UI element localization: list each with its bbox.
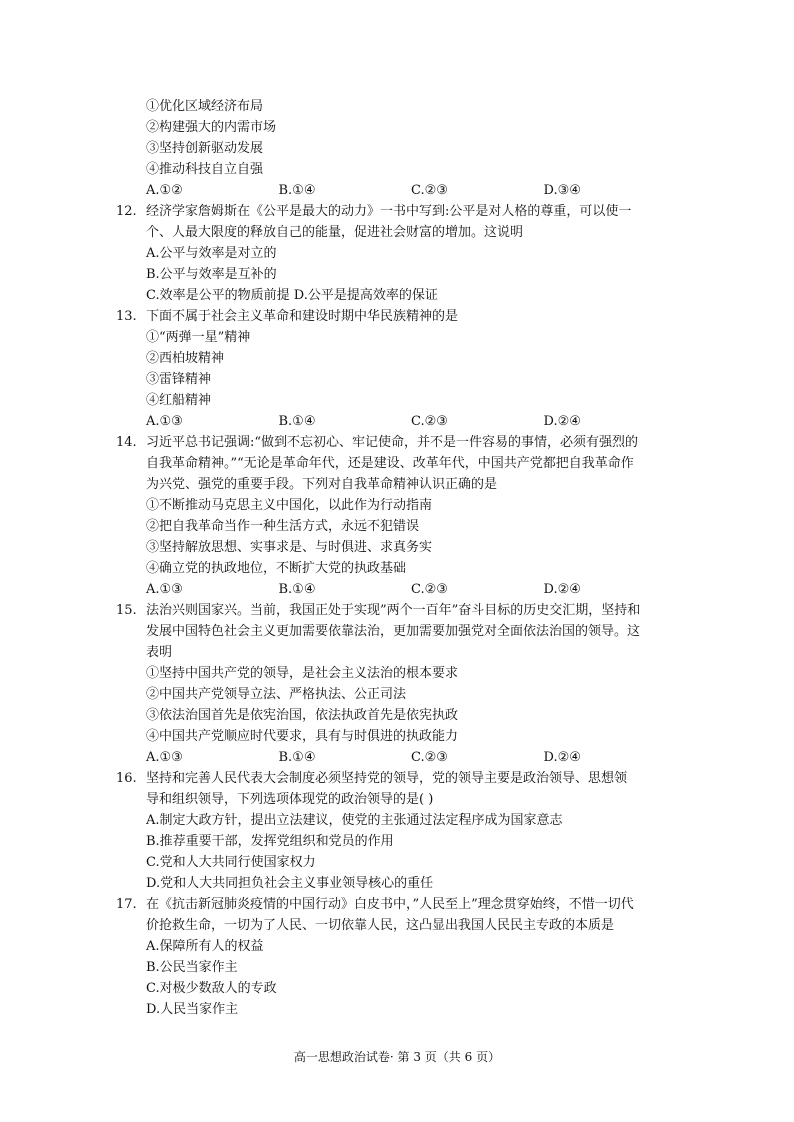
q15-options [116, 747, 676, 768]
q15-stem-line-2: 发展中国特色社会主义更加需要依靠法治，更加需要加强党对全面依法治国的领导。这 [146, 624, 641, 639]
q14-option-a: A.①③ [146, 582, 183, 597]
q15-stem-line-1 [116, 600, 676, 621]
q11-option-a: A.①② [146, 183, 183, 198]
q14-item-3: ③坚持解放思想、实事求是、与时俱进、求真务实 [146, 540, 433, 555]
q14-item-2: ②把自我革命当作一种生活方式，永远不犯错误 [146, 519, 420, 534]
q17-number: 17. [116, 897, 137, 912]
q13-item-1: ①“两弹一星”精神 [146, 330, 251, 345]
q14-option-c: C.②③ [411, 582, 448, 597]
q12-stem-line-2: 个、人最大限度的释放自己的能量，促进社会财富的增加。这说明 [146, 225, 524, 240]
q11-item-4: ④推动科技自立自强 [146, 162, 264, 177]
q15-item-3: ③依法治国首先是依宪治国，依法执政首先是依宪执政 [146, 708, 459, 723]
q15-stem-text-1: 法治兴则国家兴。当前，我国正处于实现”两个一百年”奋斗目标的历史交汇期，坚持和 [146, 603, 641, 618]
q14-option-d: D.②④ [543, 582, 581, 597]
q15-number: 15. [116, 603, 137, 618]
q13-item-2: ②西柏坡精神 [146, 351, 225, 366]
q16-option-a: A.制定大政方针，提出立法建议，使党的主张通过法定程序成为国家意志 [146, 813, 563, 828]
q15-stem-line-3: 表明 [146, 645, 173, 660]
q14-stem-line-3: 为兴党、强党的重要手段。下列对自我革命精神认识正确的是 [146, 477, 498, 492]
q14-stem-text-1: 习近平总书记强调:“做到不忘初心、牢记使命，并不是一件容易的事情，必须有强烈的 [146, 435, 639, 450]
q17-option-c: C.对极少数敌人的专政 [146, 981, 277, 996]
q13-item-4: ④红船精神 [146, 393, 212, 408]
q14-options [116, 579, 676, 600]
q15-option-b: B.①④ [278, 750, 316, 765]
q14-stem-line-2: 自我革命精神。”“无论是革命年代，还是建设、改革年代，中国共产党都把自我革命作 [146, 456, 634, 471]
q12-option-cd: C.效率是公平的物质前提 D.公平是提高效率的保证 [146, 288, 438, 303]
q16-number: 16. [116, 771, 137, 786]
q17-option-b: B.公民当家作主 [146, 960, 238, 975]
q11-option-c: C.②③ [411, 183, 448, 198]
q11-options [116, 180, 676, 201]
q16-option-d: D.党和人大共同担负社会主义事业领导核心的重任 [146, 876, 434, 891]
q15-item-1: ①坚持中国共产党的领导，是社会主义法治的根本要求 [146, 666, 459, 681]
q12-number: 12. [116, 204, 137, 219]
q12-option-b: B.公平与效率是互补的 [146, 267, 277, 282]
q16-option-b: B.推荐重要干部，发挥党组织和党员的作用 [146, 834, 394, 849]
q16-option-c: C.党和人大共同行使国家权力 [146, 855, 316, 870]
q13-stem-line-1 [116, 306, 676, 327]
page-footer: 高一思想政治试卷· 第 3 页（共 6 页） [293, 1050, 501, 1064]
q11-item-1: ①优化区域经济布局 [146, 99, 264, 114]
q16-stem-text-1: 坚持和完善人民代表大会制度必须坚持党的领导，党的领导主要是政治领导、思想领 [146, 771, 628, 786]
q13-stem-text-1: 下面不属于社会主义革命和建设时期中华民族精神的是 [146, 309, 459, 324]
q11-option-d: D.③④ [543, 183, 581, 198]
q17-stem-text-1: 在《抗击新冠肺炎疫情的中国行动》白皮书中，”人民至上”理念贯穿始终，不惜一切代 [146, 897, 634, 912]
q14-number: 14. [116, 435, 137, 450]
q17-option-a: A.保障所有人的权益 [146, 939, 264, 954]
q17-option-d: D.人民当家作主 [146, 1002, 239, 1017]
q13-option-d: D.②④ [543, 414, 581, 429]
q13-options [116, 411, 676, 432]
q16-stem-line-1 [116, 768, 676, 789]
q14-item-4: ④确立党的执政地位，不断扩大党的执政基础 [146, 561, 407, 576]
q11-option-b: B.①④ [278, 183, 316, 198]
q15-option-c: C.②③ [411, 750, 448, 765]
q13-option-a: A.①③ [146, 414, 183, 429]
q12-stem-line-1 [116, 201, 676, 222]
question-list [116, 96, 676, 1020]
q15-item-4: ④中国共产党顺应时代要求，具有与时俱进的执政能力 [146, 729, 459, 744]
q17-stem-line-1 [116, 894, 676, 915]
q14-option-b: B.①④ [278, 582, 316, 597]
q17-stem-line-2: 价抢救生命，一切为了人民、一切依靠人民，这凸显出我国人民民主专政的本质是 [146, 918, 615, 933]
q13-number: 13. [116, 309, 137, 324]
q13-option-c: C.②③ [411, 414, 448, 429]
q15-item-2: ②中国共产党领导立法、严格执法、公正司法 [146, 687, 407, 702]
q11-item-2: ②构建强大的内需市场 [146, 120, 277, 135]
q15-option-d: D.②④ [543, 750, 581, 765]
q12-option-a: A.公平与效率是对立的 [146, 246, 277, 261]
q12-stem-text-1: 经济学家詹姆斯在《公平是最大的动力》一书中写到:公平是对人格的尊重，可以使一 [146, 204, 632, 219]
q14-item-1: ①不断推动马克思主义中国化，以此作为行动指南 [146, 498, 433, 513]
q13-option-b: B.①④ [278, 414, 316, 429]
q15-option-a: A.①③ [146, 750, 183, 765]
q11-item-3: ③坚持创新驱动发展 [146, 141, 264, 156]
q16-stem-line-2: 导和组织领导，下列选项体现党的政治领导的是( ) [146, 792, 434, 807]
q13-item-3: ③雷锋精神 [146, 372, 212, 387]
q14-stem-line-1 [116, 432, 676, 453]
